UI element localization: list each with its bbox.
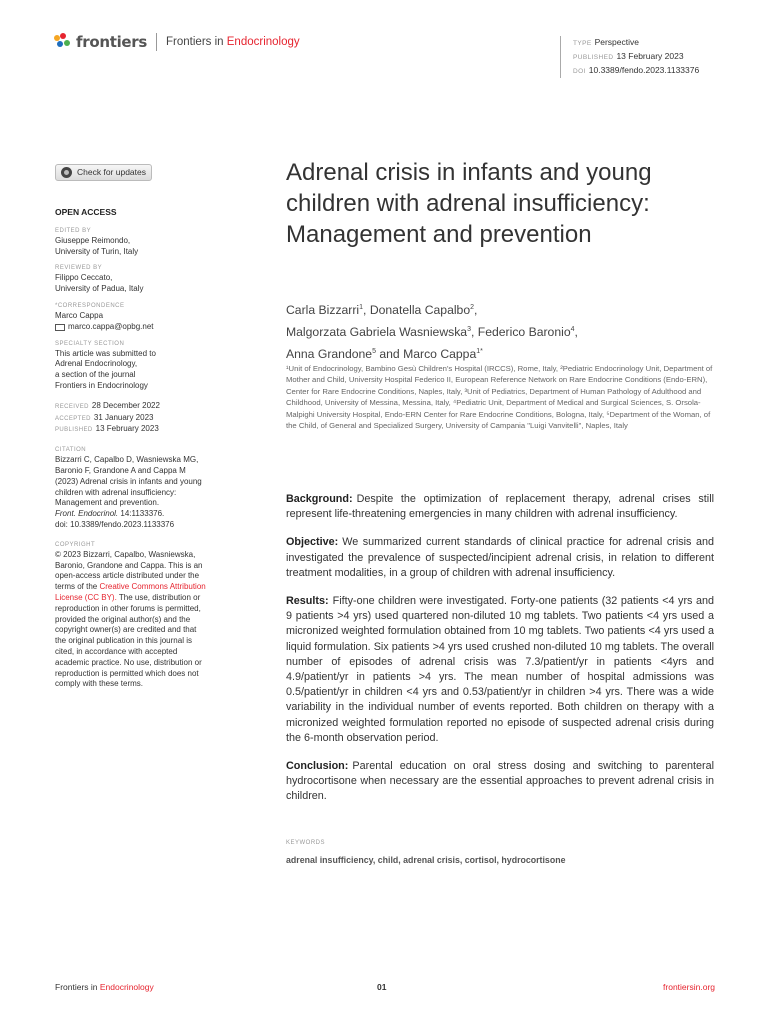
- abstract-conclusion: Conclusion: Parental education on oral stress dosing and switching to parenteral hydrocortisone when necessary are the essential approaches to prevent adrenal crisis in children.: [286, 760, 714, 803]
- citation: Bizzarri C, Capalbo D, Wasniewska MG, Baronio F, Grandone A and Cappa M (2023) Adrenal crisis in infants and young children with adrenal insufficiency: Management and prevention. Front. Endocrinol. 14:1133376. doi: 10.3389/fendo.2023.1133376: [55, 455, 202, 529]
- footer-journal: Frontiers in Endocrinology: [55, 982, 154, 992]
- frontiers-logo-icon: [54, 33, 72, 51]
- article-title: Adrenal crisis in infants and young children with adrenal insufficiency: Management and prevention: [286, 159, 652, 248]
- correspondence: Marco Cappa marco.cappa@opbg.net: [55, 310, 154, 331]
- update-icon: [61, 167, 72, 178]
- check-for-updates-button[interactable]: [55, 164, 152, 181]
- abstract-results: Results: Fifty-one children were investigated. Forty-one patients (32 patients <4 yrs and 9 patients >4 yrs) used quartered non-diluted 10 mg tablets. Two patients <4 yrs used a micronized weighted formulation obtained from 10 mg tablets. Two patients <4 yrs used a liquid formulation. Six patients >4 yrs used crushed non-diluted 10 mg tablets. The overall number of episodes of adrenal crisis was 7.3/patient/yr in patients <4yrs and 4.9/patient/yr in patients >4 yrs. The mean number of hospital admissions was 0.5/patient/yr in children <4 yrs and 0.53/patient/yr in children >4 yrs. There was a wide variability in the individual number of events reported. Both children on therapy with a micronized weighted formulation reported no episode of suspected adrenal crisis during the 6-month observation period.: [286, 595, 714, 744]
- page-header: [0, 0, 768, 80]
- divider: [156, 33, 157, 51]
- author: Malgorzata Gabriela Wasniewska: [286, 325, 468, 340]
- abstract-objective: Objective: We summarized current standards of clinical practice for adrenal crisis and investigated the prevalence of suspected/incipient adrenal crisis, in relation to different treatment modalities, in a group of children with adrenal insufficiency.: [286, 536, 714, 579]
- copyright-label: COPYRIGHT: [55, 541, 96, 548]
- author: Marco Cappa: [403, 347, 477, 362]
- reviewed-by-label: REVIEWED BY: [55, 265, 103, 272]
- author-list: Carla Bizzarri$^1$, Donatella Capalbo$^2$, Malgorzata Gabriela Wasniewska$^3$, Federico Baronio$^4$, Anna Grandone$^5$ and Marco Cappa$^{1*}$: [286, 303, 578, 362]
- author: Federico Baronio: [477, 325, 571, 340]
- page-number: 01: [377, 982, 387, 992]
- article-meta: [560, 36, 699, 78]
- email-icon: [55, 324, 65, 331]
- edited-by: Giuseppe Reimondo, University of Turin, Italy: [55, 235, 139, 256]
- reviewed-by: Filippo Ceccato, University of Padua, Italy: [55, 273, 144, 294]
- citation-label: CITATION: [55, 447, 87, 454]
- keywords-label: KEYWORDS: [286, 840, 326, 846]
- specialty-section: This article was submitted to Adrenal Endocrinology, a section of the journal Frontiers in Endocrinology: [55, 348, 156, 390]
- author: Anna Grandone: [286, 347, 373, 362]
- correspondence-email-link[interactable]: marco.cappa@opbg.net: [68, 321, 154, 331]
- meta-published: PUBLISHED 13 February 2023: [573, 51, 684, 61]
- edited-by-label: EDITED BY: [55, 227, 92, 234]
- specialty-section-label: SPECIALTY SECTION: [55, 340, 125, 347]
- brand-name: frontiers: [76, 33, 148, 51]
- open-access-label: OPEN ACCESS: [55, 207, 117, 217]
- abstract: [286, 492, 714, 818]
- copyright: © 2023 Bizzarri, Capalbo, Wasniewska, Baronio, Grandone and Cappa. This is an open-access article distributed under the terms of the Creative Commons Attribution License (CC BY). The use, distribution or reproduction in other forums is permitted, provided the original author(s) and the copyright owner(s) are credited and that the original publication in this journal is cited, in accordance with accepted academic practice. No use, distribution or reproduction is permitted which does not comply with these terms.: [55, 549, 206, 689]
- meta-type: TYPE Perspective: [573, 37, 639, 47]
- meta-doi: DOI 10.3389/fendo.2023.1133376: [573, 65, 700, 75]
- correspondence-label: *CORRESPONDENCE: [55, 302, 125, 309]
- sidebar: [55, 164, 235, 690]
- keywords: adrenal insufficiency, child, adrenal crisis, cortisol, hydrocortisone: [286, 855, 566, 865]
- cc-license-link-2[interactable]: License (CC BY).: [55, 592, 117, 602]
- frontiers-logo[interactable]: [54, 33, 300, 51]
- affiliations: ¹Unit of Endocrinology, Bambino Gesù Children's Hospital (IRCCS), Rome, Italy, ²Pediatric Endocrinology Unit, Department of Mother and Child, University Hospital Federico II, European Reference Network on Rare Endocrine Conditions (Endo-ERN), Center for Rare Endocrine Conditions, Naples, Italy, ³Unit of Pediatrics, Department of Human Pathology of Adulthood and Childhood, University of Messina, Messina, Italy, ⁴Pediatric Unit, Department of Medical and Surgical Sciences, S. Orsola-Malpighi University Hospital, Endo-ERN Center for Rare Endocrine Conditions, Bologna, Italy, ⁵Department of the Woman, of the Child, of General and Specialized Surgery, University of Campania "Luigi Vanvitelli", Naples, Italy: [286, 364, 713, 431]
- check-updates-label: Check for updates: [77, 167, 146, 178]
- journal-name: Frontiers in Endocrinology: [166, 36, 300, 48]
- cc-license-link[interactable]: Creative Commons Attribution: [99, 582, 206, 592]
- author: Carla Bizzarri: [286, 303, 360, 318]
- footer-site-link[interactable]: frontiersin.org: [663, 982, 715, 992]
- abstract-background: Background: Despite the optimization of replacement therapy, adrenal crises still represent life-threatening emergencies in many children with adrenal insufficiency.: [286, 493, 714, 521]
- article-dates: RECEIVED 28 December 2022 ACCEPTED 31 January 2023 PUBLISHED 13 February 2023: [55, 400, 160, 434]
- author: Donatella Capalbo: [369, 303, 471, 318]
